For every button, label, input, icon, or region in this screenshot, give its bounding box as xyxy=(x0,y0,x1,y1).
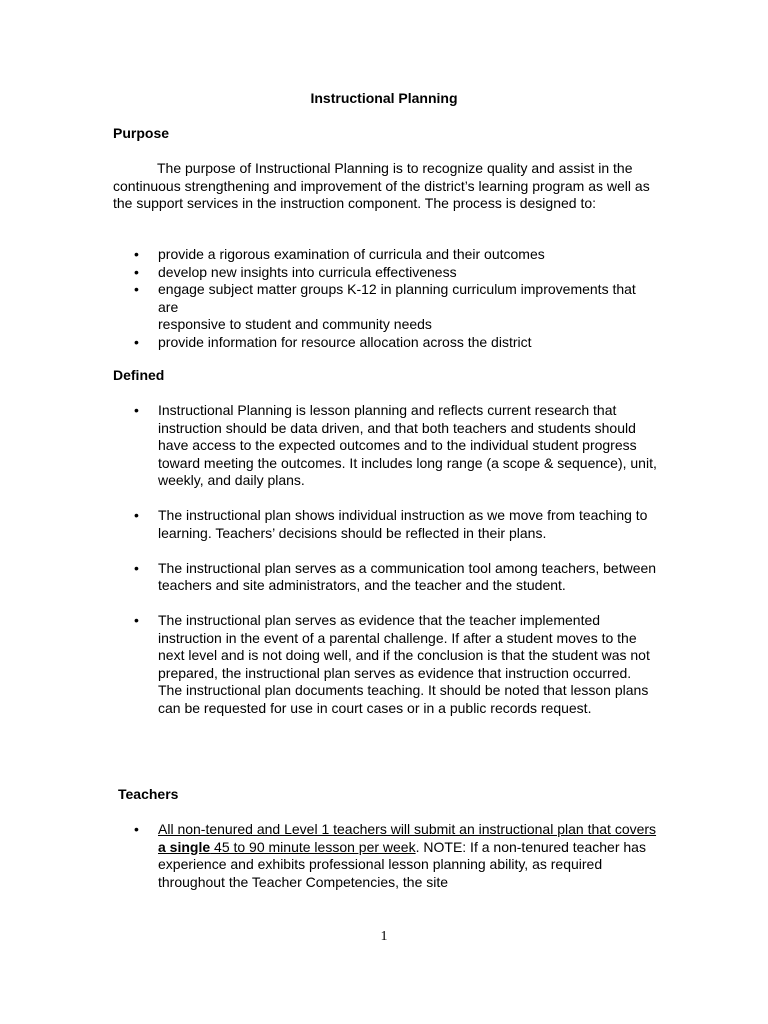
bullet-icon: • xyxy=(134,612,139,628)
underlined-text: All non-tenured and Level 1 teachers will submit an instructional plan that covers xyxy=(158,821,657,837)
list-item-text: provide a rigorous examination of curricula and their outcomes xyxy=(158,246,545,262)
list-item xyxy=(113,402,658,490)
bullet-icon: • xyxy=(134,507,139,523)
list-item xyxy=(113,281,658,334)
list-item-text: The instructional plan serves as evidence that the teacher implemented instruction in the event of a parental challenge. If after a student moves to the next level and is not doing well, and if the conclusion is that the student was not prepared, the instructional plan serves as evidence that instruction occurred. The instructional plan documents teaching. It should be noted that lesson plans can be requested for use in court cases or in a public records request. xyxy=(158,612,650,716)
bullet-icon: • xyxy=(134,402,139,418)
document-title: Instructional Planning xyxy=(310,90,458,106)
purpose-paragraph-text: The purpose of Instructional Planning is to recognize quality and assist in the continuous strengthening and improvement of the district’s learning program as well as the support services in the instruction component. The process is designed to: xyxy=(113,160,650,211)
bullet-icon: • xyxy=(134,263,139,280)
purpose-paragraph xyxy=(113,160,658,213)
bold-underlined-text: a single xyxy=(158,838,211,855)
teachers-bullet-list xyxy=(113,821,658,891)
purpose-heading: Purpose xyxy=(113,125,170,141)
bullet-icon: • xyxy=(134,821,139,837)
list-item-text: provide information for resource allocation across the district xyxy=(158,333,532,350)
bullet-icon: • xyxy=(134,246,139,262)
bullet-icon: • xyxy=(134,559,139,576)
list-item-text: Instructional Planning is lesson planning and reflects current research that instruction should be data driven, and that both teachers and students should have access to the expected outcomes and to the individual student progress toward meeting the outcomes. It includes long range (a scope & sequence), unit, weekly, and daily plans. xyxy=(158,402,657,488)
list-item-text: . NOTE: If a non-tenured teacher has experience and exhibits professional lesson planning ability, as required throughout the Teacher Competencies, the site xyxy=(158,838,646,890)
teachers-heading: Teachers xyxy=(118,786,179,802)
list-item xyxy=(113,507,658,542)
list-item xyxy=(113,246,658,264)
list-item xyxy=(113,821,658,891)
bullet-icon: • xyxy=(134,281,139,297)
purpose-bullet-list xyxy=(113,246,658,351)
list-item xyxy=(113,264,658,282)
list-item-text: develop new insights into curricula effectiveness xyxy=(158,263,457,280)
list-item xyxy=(113,560,658,595)
list-item-text: The instructional plan serves as a communication tool among teachers, between teachers and site administrators, and the teacher and the student. xyxy=(158,559,657,593)
defined-heading: Defined xyxy=(113,367,165,383)
list-item xyxy=(113,612,658,717)
list-item-text: The instructional plan shows individual instruction as we move from teaching to learning. Teachers’ decisions should be reflected in their plans. xyxy=(158,507,648,541)
bullet-icon: • xyxy=(134,333,139,350)
defined-bullet-list xyxy=(113,402,658,717)
underlined-text: 45 to 90 minute lesson per week xyxy=(210,838,416,855)
list-item xyxy=(113,334,658,352)
list-item-continuation: responsive to student and community needs xyxy=(158,316,432,332)
list-item-text: engage subject matter groups K-12 in planning curriculum improvements that are xyxy=(158,281,636,315)
page-number: 1 xyxy=(380,929,388,944)
